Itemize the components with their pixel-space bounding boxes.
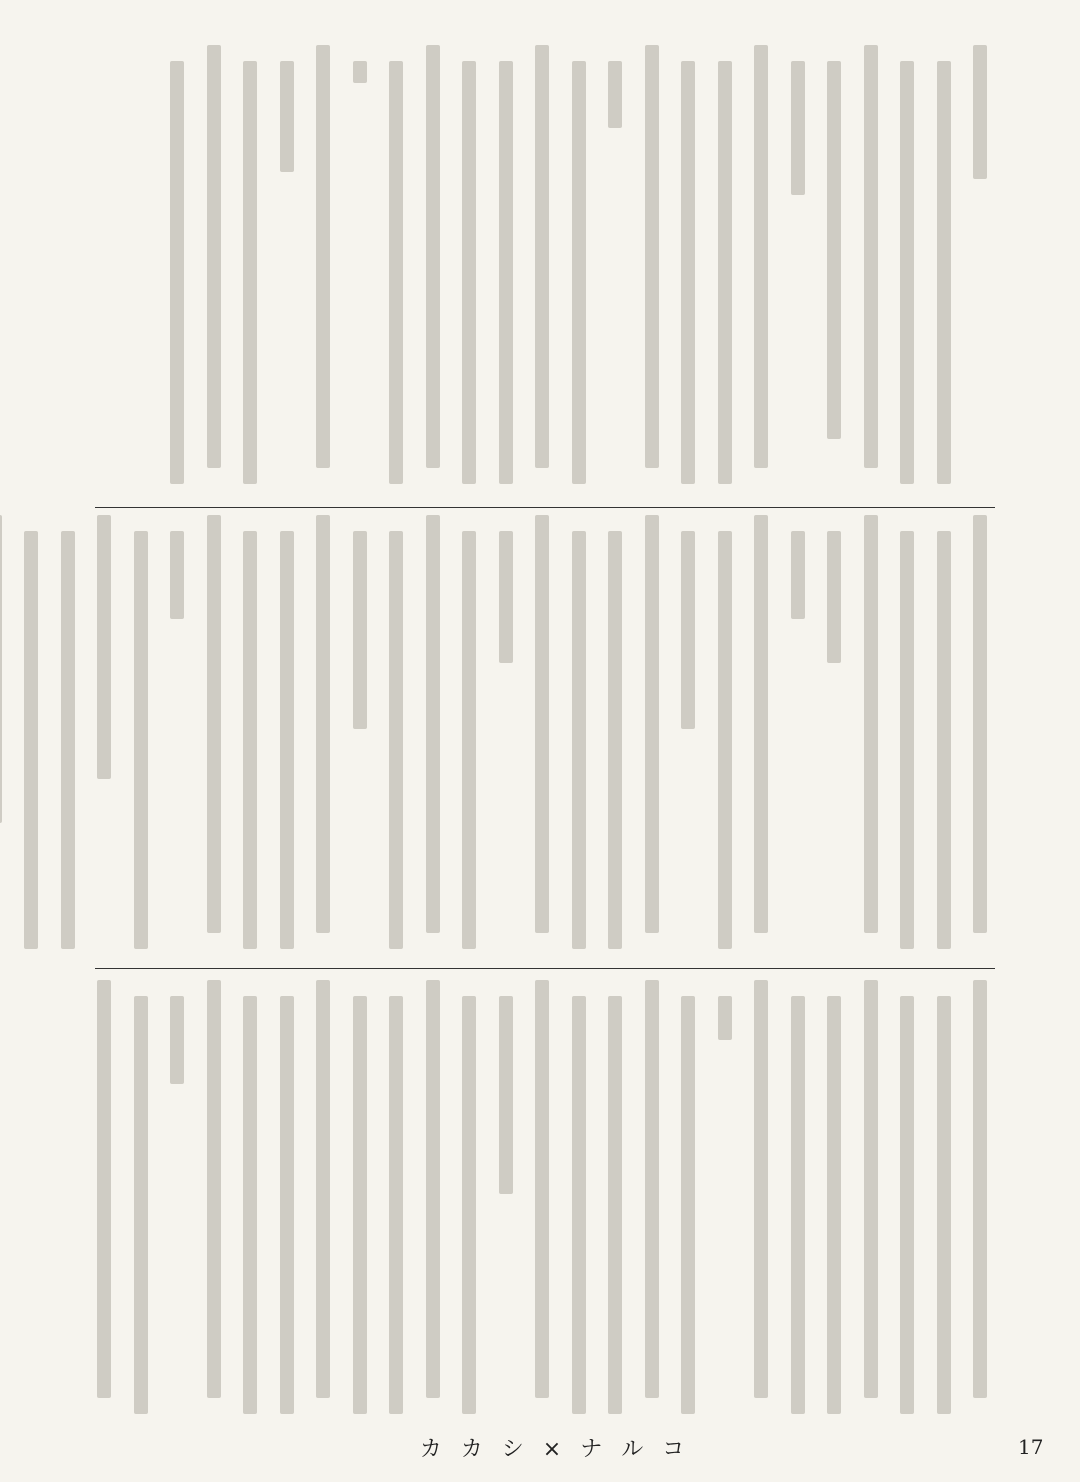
redacted-text-column <box>900 531 914 949</box>
redacted-text-column <box>937 996 951 1414</box>
redacted-text-column <box>937 531 951 949</box>
redacted-text-column <box>791 531 805 619</box>
redacted-text-column <box>754 515 768 933</box>
redacted-text-column <box>426 980 440 1398</box>
redacted-text-column <box>243 61 257 484</box>
redacted-text-column <box>462 996 476 1414</box>
text-band-2 <box>95 515 995 955</box>
redacted-text-column <box>426 45 440 468</box>
redacted-text-column <box>864 980 878 1398</box>
redacted-text-column <box>900 61 914 484</box>
redacted-text-column <box>24 531 38 949</box>
redacted-text-column <box>280 61 294 172</box>
redacted-text-column <box>973 515 987 933</box>
redacted-text-column <box>754 980 768 1398</box>
page-number: 17 <box>1018 1435 1044 1459</box>
redacted-text-column <box>353 996 367 1414</box>
redacted-text-column <box>681 531 695 729</box>
redacted-text-column <box>0 515 2 823</box>
redacted-text-column <box>316 515 330 933</box>
redacted-text-column <box>207 980 221 1398</box>
redacted-text-column <box>462 531 476 949</box>
redacted-text-column <box>170 531 184 619</box>
redacted-text-column <box>426 515 440 933</box>
redacted-text-column <box>134 531 148 949</box>
redacted-text-column <box>718 61 732 484</box>
redacted-text-column <box>827 531 841 663</box>
redacted-text-column <box>937 61 951 484</box>
redacted-text-column <box>170 996 184 1084</box>
redacted-text-column <box>827 61 841 439</box>
redacted-text-column <box>535 45 549 468</box>
redacted-text-column <box>97 980 111 1398</box>
redacted-text-column <box>499 61 513 484</box>
text-band-1 <box>95 45 995 490</box>
redacted-text-column <box>316 980 330 1398</box>
redacted-text-column <box>353 531 367 729</box>
redacted-text-column <box>572 61 586 484</box>
redacted-text-column <box>681 61 695 484</box>
redacted-text-column <box>280 996 294 1414</box>
redacted-text-column <box>207 45 221 468</box>
redacted-text-column <box>718 996 732 1040</box>
redacted-text-column <box>864 45 878 468</box>
redacted-text-column <box>499 996 513 1194</box>
redacted-text-column <box>243 996 257 1414</box>
redacted-text-column <box>973 45 987 179</box>
redacted-text-column <box>645 515 659 933</box>
redacted-text-column <box>645 45 659 468</box>
redacted-text-column <box>499 531 513 663</box>
text-band-3 <box>95 980 995 1420</box>
redacted-text-column <box>243 531 257 949</box>
redacted-text-column <box>316 45 330 468</box>
redacted-text-column <box>207 515 221 933</box>
redacted-text-column <box>608 996 622 1414</box>
redacted-text-column <box>608 531 622 949</box>
redacted-text-column <box>864 515 878 933</box>
redacted-text-column <box>97 515 111 779</box>
redacted-text-column <box>608 61 622 128</box>
section-divider <box>95 507 995 508</box>
redacted-text-column <box>827 996 841 1414</box>
redacted-text-column <box>791 61 805 195</box>
section-divider <box>95 968 995 969</box>
redacted-text-column <box>645 980 659 1398</box>
running-footer-title: カ カ シ × ナ ル コ <box>419 1437 691 1462</box>
redacted-text-column <box>718 531 732 949</box>
redacted-text-column <box>681 996 695 1414</box>
redacted-text-column <box>280 531 294 949</box>
redacted-text-column <box>535 980 549 1398</box>
redacted-text-column <box>389 61 403 484</box>
redacted-text-column <box>791 996 805 1414</box>
redacted-text-column <box>170 61 184 484</box>
redacted-text-column <box>973 980 987 1398</box>
redacted-text-column <box>389 531 403 949</box>
redacted-text-column <box>462 61 476 484</box>
redacted-text-column <box>389 996 403 1414</box>
redacted-text-column <box>572 996 586 1414</box>
redacted-text-column <box>535 515 549 933</box>
redacted-text-column <box>61 531 75 949</box>
redacted-text-column <box>754 45 768 468</box>
redacted-text-column <box>134 996 148 1414</box>
redacted-text-column <box>900 996 914 1414</box>
redacted-text-column <box>353 61 367 83</box>
redacted-text-column <box>572 531 586 949</box>
